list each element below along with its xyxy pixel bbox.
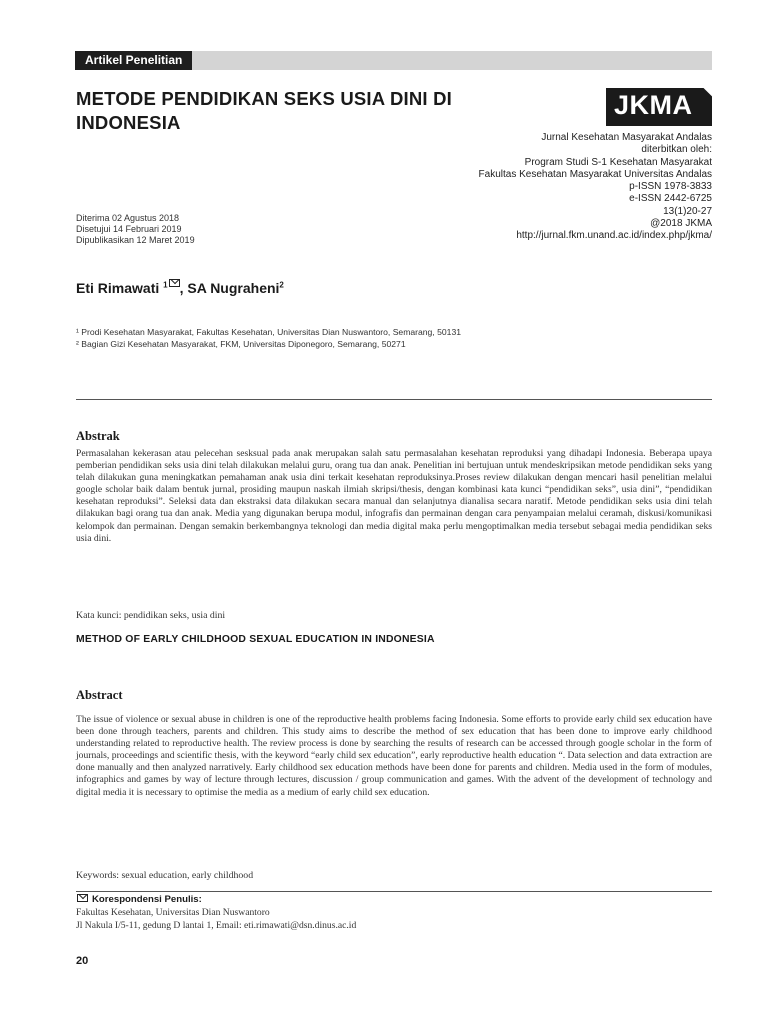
divider: [76, 399, 712, 400]
journal-info-line: Jurnal Kesehatan Masyarakat Andalas: [541, 132, 712, 143]
affiliations: [76, 326, 461, 350]
abstract-body: The issue of violence or sexual abuse in children is one of the reproductive health problems facing Indonesia. Some efforts to provide early child sex education have been done through teachers, parents and children. This study aims to describe the method of sex education that has been done to improve early childhood understanding related to reproductive health. The review process is done by searching the results of research can be accessed through google scholar in the form of journals, proceedings and scientific thesis, with the keyword “early child sex education”, early reproductive health education “. Data selection and data extraction are done manually and then analyzed narratively. Early childhood sex education methods have been done for parents and children. Media used in the form of modules, infographics and games by way of lecture through lectures, discussion / group communication and games. With the advent of the development of technology and digital media it is necessary to optimise the media as a medium of early child sex education.: [76, 714, 712, 798]
english-title: METHOD OF EARLY CHILDHOOD SEXUAL EDUCATION IN INDONESIA: [76, 634, 435, 645]
journal-info: [392, 132, 712, 243]
received-date: Diterima 02 Agustus 2018: [76, 213, 180, 223]
accepted-date: Disetujui 14 Februari 2019: [76, 224, 182, 235]
published-date: Dipublikasikan 12 Maret 2019: [76, 235, 195, 246]
affiliation-item: ² Bagian Gizi Kesehatan Masyarakat, FKM, Universitas Diponegoro, Semarang, 50271: [76, 339, 406, 349]
abstrak-heading: Abstrak: [76, 429, 120, 443]
page-number: 20: [76, 955, 89, 967]
journal-info-line: e-ISSN 2442-6725: [629, 193, 712, 205]
abstrak-body: Permasalahan kekerasan atau pelecehan sesksual pada anak merupakan salah satu permasalahan kesehatan reproduksi yang dihadapi Indonesia. Beberapa upaya pemberian pendidikan seks usia dini telah dilakukan melalui guru, orang tua dan anak. Penelitian ini bertujuan untuk mendeskripsikan metode pendidikan seks yang telah dilakukan guna meningkatkan pemahaman anak usia dini terkait kesehatan reproduksinya.Proses review dilakukan dengan mencari hasil penelitian melalui google scholar baik dalam bentuk jurnal, prosiding maupun naskah ilmiah skripsi/thesis, dengan kombinasi kata kunci “pendidikan seks”, usia dini”, “pendidikan kesehatan reproduksi”. Seleksi data dan ekstraksi data dilakukan secara manual dan selanjutnya dianalisa secara naratif. Metode pendidikan seks usia dini telah dilakukan bagi orang tua dan anak. Media yang digunakan berupa modul, infografis dan permainan dengan cara penyampaian melalui ceramah, diskusi/komunikasi kelompok dan permainan. Dengan semakin berkembangnya teknologi dan media digital maka perlu mengoptimalkan media tersebut sebagai media pendidikan seks usia dini.: [76, 448, 712, 544]
correspondence-address: Fakultas Kesehatan, Universitas Dian Nuswantoro: [76, 907, 270, 918]
author-affil-mark: 2: [279, 280, 284, 290]
abstract-heading: Abstract: [76, 688, 123, 702]
journal-logo-text: JKMA: [614, 90, 693, 120]
abstrak-keywords: Kata kunci: pendidikan seks, usia dini: [76, 610, 226, 621]
affiliation-item: ¹ Prodi Kesehatan Masyarakat, Fakultas Kesehatan, Universitas Dian Nuswantoro, Semarang, 50131: [76, 327, 462, 337]
publication-dates: [76, 213, 195, 247]
journal-info-line: diterbitkan oleh:: [641, 144, 712, 156]
abstract-keywords: Keywords: sexual education, early childhood: [76, 870, 254, 881]
article-type-label: Artikel Penelitian: [75, 51, 192, 70]
correspondence-heading: [76, 894, 202, 905]
author-name: Eti Rimawati: [76, 280, 160, 296]
author-list: [76, 279, 284, 296]
journal-url-link[interactable]: http://jurnal.fkm.unand.ac.id/index.php/jkma/: [516, 230, 712, 242]
correspondence-heading-text: Korespondensi Penulis:: [92, 894, 202, 905]
author-separator: ,: [179, 280, 188, 296]
author-affil-mark: 1: [163, 280, 168, 290]
journal-info-line: 13(1)20-27: [663, 205, 712, 217]
mail-icon: [169, 279, 180, 287]
author-name: SA Nugraheni: [187, 280, 280, 296]
journal-info-line: @2018 JKMA: [650, 218, 712, 230]
article-title: METODE PENDIDIKAN SEKS USIA DINI DI INDONESIA: [76, 88, 453, 133]
mail-icon: [77, 894, 88, 902]
journal-info-line: Fakultas Kesehatan Masyarakat Universitas Andalas: [478, 168, 712, 180]
divider: [76, 891, 712, 892]
journal-info-line: Program Studi S-1 Kesehatan Masyarakat: [524, 156, 712, 168]
journal-info-line: p-ISSN 1978-3833: [629, 181, 712, 193]
correspondence-email: Jl Nakula I/5-11, gedung D lantai 1, Email: eti.rimawati@dsn.dinus.ac.id: [76, 920, 357, 931]
